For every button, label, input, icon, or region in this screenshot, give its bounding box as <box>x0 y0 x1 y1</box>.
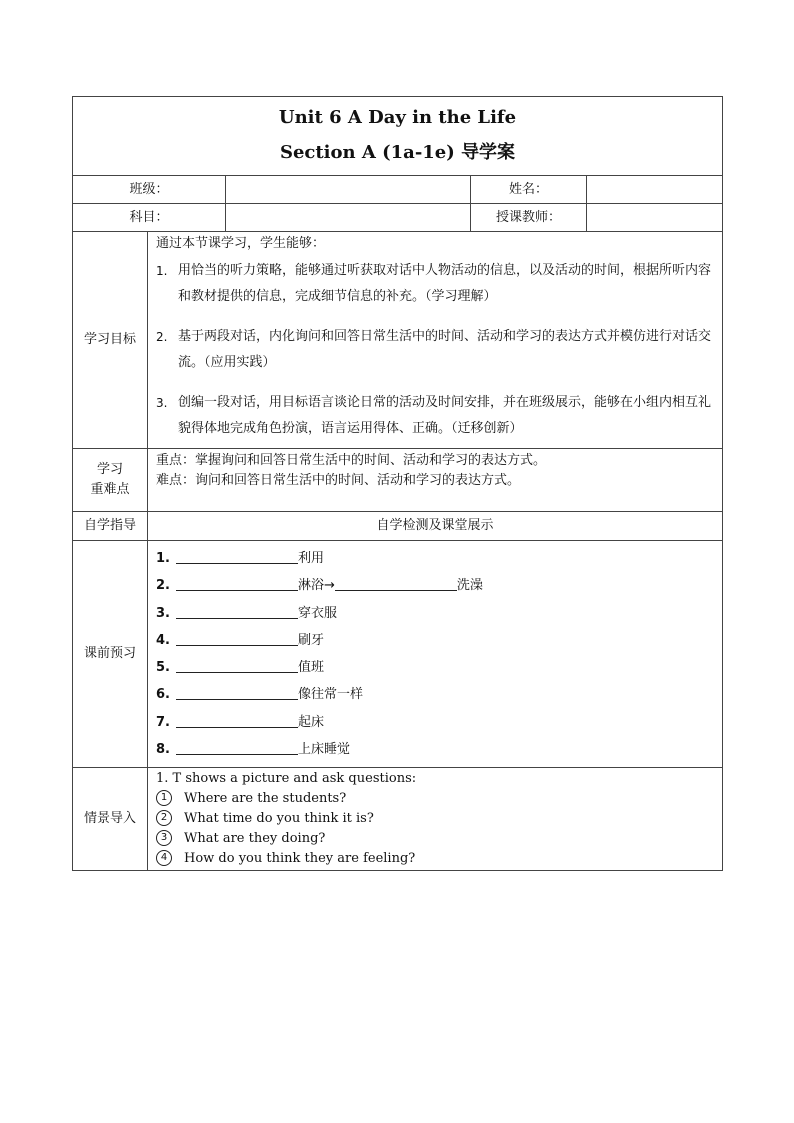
answer-blank[interactable] <box>176 657 298 673</box>
answer-blank[interactable] <box>176 739 298 755</box>
class-label: 班级： <box>73 176 226 204</box>
vocab-item: 6. 像往常一样 <box>156 681 714 708</box>
goals-label: 学习目标 <box>73 232 148 449</box>
goals-intro: 通过本节课学习，学生能够： <box>156 236 326 251</box>
circled-number-icon: 3 <box>156 830 172 846</box>
subject-teacher-row <box>73 204 723 232</box>
question-item: 1 Where are the students? <box>156 789 714 809</box>
vocab-item: 5. 值班 <box>156 654 714 681</box>
answer-blank[interactable] <box>176 712 298 728</box>
teacher-field[interactable] <box>587 204 723 232</box>
vocab-item: 3. 穿衣服 <box>156 600 714 627</box>
goals-content <box>148 232 723 449</box>
guide-row <box>73 512 723 541</box>
key-points-content <box>148 449 723 512</box>
key-points-label: 学习 重难点 <box>73 449 148 512</box>
goal-item: 3. 创编一段对话，用目标语言谈论日常的活动及时间安排，并在班级展示，能够在小组内相互礼貌得体地完成角色扮演，语言运用得体、正确。（迁移创新） <box>156 395 712 436</box>
circled-number-icon: 2 <box>156 810 172 826</box>
goal-item: 2. 基于两段对话，内化询问和回答日常生活中的时间、活动和学习的表达方式并模仿进行对话交流。（应用实践） <box>156 329 712 370</box>
difficulty-text: 难点：询问和回答日常生活中的时间、活动和学习的表达方式。 <box>156 473 521 488</box>
title-row <box>73 97 723 176</box>
preview-content <box>148 541 723 768</box>
lead-in-label: 情景导入 <box>73 768 148 871</box>
class-field[interactable] <box>226 176 471 204</box>
answer-blank[interactable] <box>176 603 298 619</box>
section-title <box>73 136 722 172</box>
vocab-item: 2. 淋浴→ 洗澡 <box>156 572 714 599</box>
study-guide-table <box>72 96 723 871</box>
title-cell <box>73 97 723 176</box>
question-item: 3 What are they doing? <box>156 829 714 849</box>
answer-blank[interactable] <box>176 630 298 646</box>
lead-in-row <box>73 768 723 871</box>
circled-number-icon: 1 <box>156 790 172 806</box>
question-item: 4 How do you think they are feeling? <box>156 849 714 869</box>
goal-item: 1. 用恰当的听力策略，能够通过听获取对话中人物活动的信息，以及活动的时间，根据所听内容和教材提供的信息，完成细节信息的补充。（学习理解） <box>156 263 712 304</box>
key-points-row <box>73 449 723 512</box>
guide-heading: 自学检测及课堂展示 <box>148 512 723 541</box>
vocab-item: 7. 起床 <box>156 709 714 736</box>
answer-blank[interactable] <box>335 575 457 591</box>
class-name-row <box>73 176 723 204</box>
goals-row <box>73 232 723 449</box>
lead-in-intro: 1. T shows a picture and ask questions: <box>156 771 417 787</box>
vocab-item: 4. 刷牙 <box>156 627 714 654</box>
vocab-item: 8. 上床睡觉 <box>156 736 714 763</box>
subject-field[interactable] <box>226 204 471 232</box>
answer-blank[interactable] <box>176 684 298 700</box>
name-field[interactable] <box>587 176 723 204</box>
question-item: 2 What time do you think it is? <box>156 809 714 829</box>
section-title-en: Section A (1a-1e) <box>279 142 455 163</box>
answer-blank[interactable] <box>176 575 298 591</box>
answer-blank[interactable] <box>176 548 298 564</box>
subject-label: 科目： <box>73 204 226 232</box>
preview-row <box>73 541 723 768</box>
preview-label: 课前预习 <box>73 541 148 768</box>
focus-text: 重点：掌握询问和回答日常生活中的时间、活动和学习的表达方式。 <box>156 453 547 468</box>
lead-in-content <box>148 768 723 871</box>
section-title-cn: 导学案 <box>461 142 516 163</box>
teacher-label: 授课教师： <box>471 204 587 232</box>
circled-number-icon: 4 <box>156 850 172 866</box>
guide-label: 自学指导 <box>73 512 148 541</box>
vocab-item: 1. 利用 <box>156 545 714 572</box>
name-label: 姓名： <box>471 176 587 204</box>
unit-title: Unit 6 A Day in the Life <box>278 107 517 128</box>
